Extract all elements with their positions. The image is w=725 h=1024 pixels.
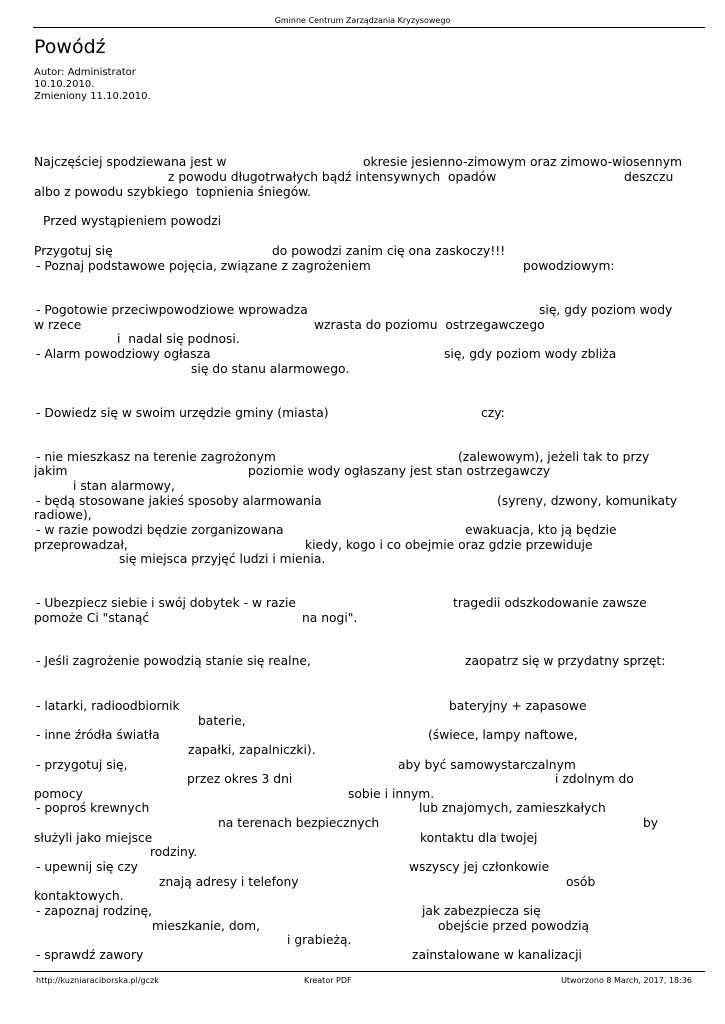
text-line: powodziowym: <box>523 259 615 273</box>
text-line: się, gdy poziom wody zbliża <box>444 347 617 361</box>
text-line: znają adresy i telefony <box>159 875 299 889</box>
text-line: przeprowadzał, <box>34 538 128 552</box>
text-line: z powodu długotrwałych bądź intensywnych opadów <box>168 170 497 184</box>
text-line: zaopatrz się w przydatny sprzęt: <box>465 654 666 668</box>
text-line: pomocy <box>34 787 83 801</box>
text-line: na nogi". <box>302 611 358 625</box>
text-line: się miejsca przyjęć ludzi i mienia. <box>119 552 326 566</box>
text-line: - zapoznaj rodzinę, <box>36 904 153 918</box>
text-line: się, gdy poziom wody <box>539 303 673 317</box>
text-line: sobie i innym. <box>348 787 435 801</box>
text-line: - Dowiedz się w swoim urzędzie gminy (miasta) <box>36 406 329 420</box>
text-line: (syreny, dzwony, komunikaty <box>497 494 678 508</box>
text-line: - nie mieszkasz na terenie zagrożonym <box>36 450 276 464</box>
text-line: baterie, <box>198 714 246 728</box>
text-line: w rzece <box>34 318 82 332</box>
text-line: - inne źródła światła <box>36 728 160 742</box>
text-line: rodziny. <box>150 845 198 859</box>
created-date: 10.10.2010. <box>34 79 95 90</box>
text-line: bateryjny + zapasowe <box>449 699 587 713</box>
footer-generator: Kreator PDF <box>304 976 352 985</box>
site-header: Gminne Centrum Zarządzania Kryzysowego <box>274 16 451 25</box>
text-line: (świece, lampy naftowe, <box>428 728 578 742</box>
text-line: - Jeśli zagrożenie powodzią stanie się realne, <box>36 654 311 668</box>
text-line: - Alarm powodziowy ogłasza <box>36 347 211 361</box>
text-line: - upewnij się czy <box>36 860 138 874</box>
text-line: i zdolnym do <box>555 772 634 786</box>
text-line: wzrasta do poziomu ostrzegawczego <box>314 318 545 332</box>
text-line: jakim <box>34 464 68 478</box>
text-line: i grabieżą. <box>287 933 352 947</box>
footer-created: Utworzono 8 March, 2017, 18:36 <box>561 976 692 985</box>
footer-url: http://kuzniaraciborska.pl/gczk <box>36 976 159 985</box>
text-line: aby być samowystarczalnym <box>398 758 576 772</box>
text-line: - poproś krewnych <box>36 801 150 815</box>
text-line: mieszkanie, dom, <box>152 919 261 933</box>
text-line: czy: <box>481 406 505 420</box>
text-line: służyli jako miejsce <box>34 831 153 845</box>
text-line: - sprawdź zawory <box>36 948 144 962</box>
text-line: Najczęściej spodziewana jest w <box>34 155 227 169</box>
text-line: i nadal się podnosi. <box>117 332 240 346</box>
text-line: - będą stosowane jakieś sposoby alarmowania <box>36 494 322 508</box>
text-line: przez okres 3 dni <box>187 772 293 786</box>
text-line: poziomie wody ogłaszany jest stan ostrzegawczy <box>248 464 551 478</box>
text-line: ewakuacja, kto ją będzie <box>465 523 617 537</box>
author: Autor: Administrator <box>34 67 136 78</box>
text-line: lub znajomych, zamieszkałych <box>419 801 606 815</box>
text-line: zainstalowane w kanalizacji <box>412 948 582 962</box>
article-meta <box>34 67 151 103</box>
section-heading: Przed wystąpieniem powodzi <box>43 214 222 228</box>
text-line: zapałki, zapalniczki). <box>188 743 316 757</box>
text-line: albo z powodu szybkiego topnienia śniegów. <box>34 185 312 199</box>
text-line: kontaktowych. <box>34 889 124 903</box>
text-line: osób <box>566 875 596 889</box>
text-line: by <box>643 816 659 830</box>
text-line: tragedii odszkodowanie zawsze <box>453 596 647 610</box>
text-line: - przygotuj się, <box>36 758 128 772</box>
text-line: - Ubezpiecz siebie i swój dobytek - w razie <box>36 596 296 610</box>
header-divider <box>33 27 705 28</box>
footer-divider <box>33 971 705 972</box>
text-line: pomoże Ci "stanąć <box>34 611 150 625</box>
text-line: - Pogotowie przeciwpowodziowe wprowadza <box>36 303 308 317</box>
text-line: okresie jesienno-zimowym oraz zimowo-wiosennym <box>363 155 682 169</box>
text-line: radiowe), <box>34 508 92 522</box>
text-line: kiedy, kogo i co obejmie oraz gdzie przewiduje <box>305 538 593 552</box>
modified-date: Zmieniony 11.10.2010. <box>34 91 151 102</box>
text-line: się do stanu alarmowego. <box>191 362 350 376</box>
text-line: do powodzi zanim cię ona zaskoczy!!! <box>272 244 506 258</box>
text-line: wszyscy jej członkowie <box>409 860 550 874</box>
text-line: (zalewowym), jeżeli tak to przy <box>458 450 650 464</box>
text-line: na terenach bezpiecznych <box>218 816 380 830</box>
text-line: deszczu <box>624 170 674 184</box>
text-line: - w razie powodzi będzie zorganizowana <box>36 523 284 537</box>
text-line: jak zabezpiecza się <box>422 904 541 918</box>
text-line: - Poznaj podstawowe pojęcia, związane z zagrożeniem <box>36 259 371 273</box>
text-line: kontaktu dla twojej <box>420 831 538 845</box>
text-line: obejście przed powodzią <box>438 919 590 933</box>
text-line: - latarki, radioodbiornik <box>36 699 180 713</box>
page-title: Powódź <box>34 36 106 58</box>
text-line: Przygotuj się <box>34 244 113 258</box>
text-line: i stan alarmowy, <box>73 479 175 493</box>
